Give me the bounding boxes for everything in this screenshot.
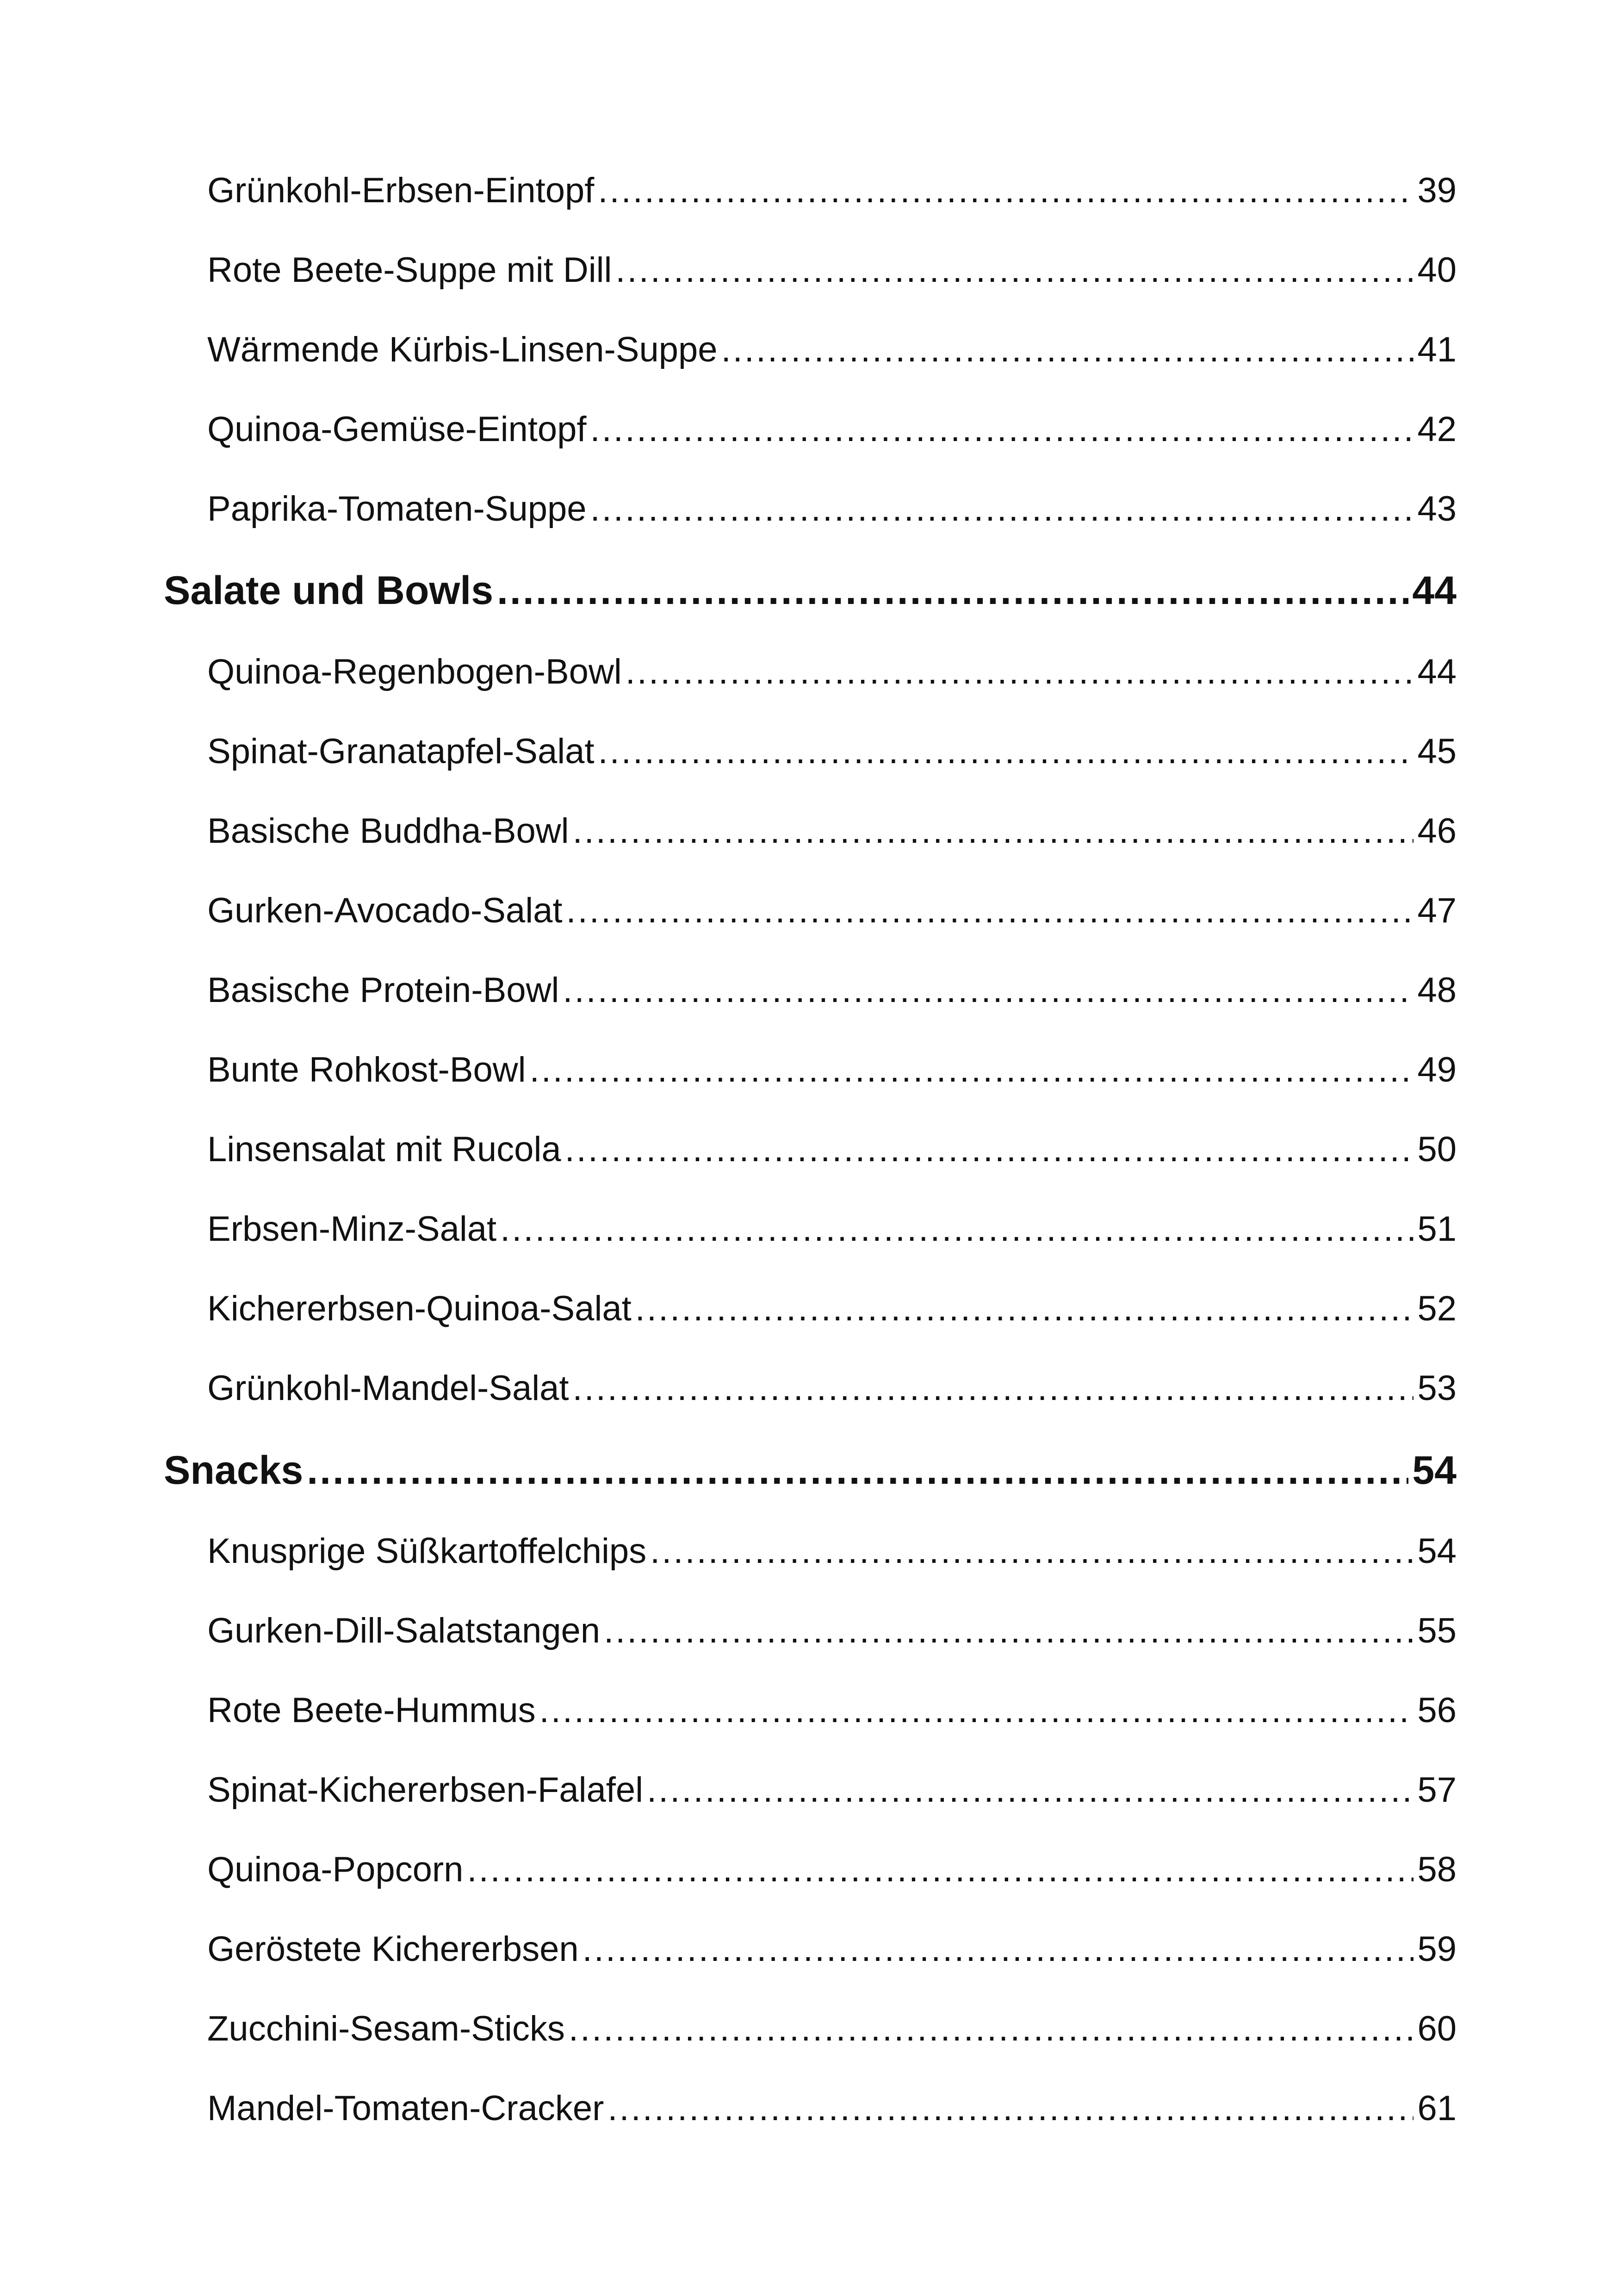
- toc-entry-title: Rote Beete-Suppe mit Dill: [207, 250, 612, 290]
- dot-leader: [598, 165, 1413, 216]
- toc-entry[interactable]: [207, 484, 1457, 535]
- dot-leader: [563, 965, 1413, 1016]
- toc-entry-page: 42: [1417, 410, 1457, 449]
- toc-entry-title: Mandel-Tomaten-Cracker: [207, 2089, 604, 2128]
- toc-entry-title: Knusprige Süßkartoffelchips: [207, 1531, 647, 1571]
- dot-leader: [573, 1363, 1414, 1414]
- dot-leader: [590, 484, 1414, 535]
- dot-leader: [604, 1605, 1413, 1656]
- toc-entry-title: Grünkohl-Erbsen-Eintopf: [207, 171, 595, 210]
- toc-entry-page: 54: [1417, 1531, 1457, 1571]
- toc-entry[interactable]: [207, 404, 1457, 455]
- toc-entry[interactable]: [207, 1765, 1457, 1816]
- toc-entry-page: 39: [1417, 171, 1457, 210]
- toc-entry-page: 55: [1417, 1611, 1457, 1650]
- toc-entry-title: Kichererbsen-Quinoa-Salat: [207, 1289, 632, 1328]
- dot-leader: [500, 1204, 1413, 1255]
- toc-section-title: Salate und Bowls: [164, 568, 494, 613]
- toc-entry-title: Wärmende Kürbis-Linsen-Suppe: [207, 330, 718, 369]
- dot-leader: [615, 245, 1413, 296]
- toc-entry-title: Linsensalat mit Rucola: [207, 1130, 561, 1169]
- toc-entry[interactable]: [207, 885, 1457, 936]
- toc-entry-title: Gurken-Dill-Salatstangen: [207, 1611, 601, 1650]
- dot-leader: [608, 2083, 1413, 2134]
- toc-entry[interactable]: [207, 1204, 1457, 1255]
- toc-entry[interactable]: [207, 647, 1457, 697]
- dot-leader: [573, 806, 1414, 857]
- toc-entry[interactable]: [207, 1685, 1457, 1736]
- toc-entry-page: 45: [1417, 732, 1457, 771]
- toc-entry-page: 51: [1417, 1209, 1457, 1249]
- toc-entry-page: 40: [1417, 250, 1457, 290]
- toc-entry-page: 56: [1417, 1691, 1457, 1730]
- toc-entry-title: Basische Protein-Bowl: [207, 971, 559, 1010]
- toc-entry[interactable]: [207, 1844, 1457, 1895]
- toc-entry[interactable]: [207, 726, 1457, 777]
- dot-leader: [590, 404, 1414, 455]
- toc-section-heading[interactable]: [164, 563, 1457, 618]
- toc-entry[interactable]: [207, 165, 1457, 216]
- toc-section-heading[interactable]: [164, 1443, 1457, 1498]
- dot-leader: [569, 2004, 1414, 2054]
- dot-leader: [635, 1283, 1414, 1334]
- toc-entry[interactable]: [207, 1363, 1457, 1414]
- toc-entry[interactable]: [207, 1605, 1457, 1656]
- dot-leader: [467, 1844, 1413, 1895]
- dot-leader: [583, 1924, 1414, 1975]
- toc-entry[interactable]: [207, 1924, 1457, 1975]
- toc-section-page: 44: [1412, 568, 1457, 613]
- toc-entry-page: 52: [1417, 1289, 1457, 1328]
- dot-leader: [650, 1526, 1413, 1577]
- toc-entry-title: Quinoa-Popcorn: [207, 1850, 464, 1889]
- toc-entry-page: 47: [1417, 891, 1457, 930]
- toc-entry[interactable]: [207, 245, 1457, 296]
- toc-entry-title: Grünkohl-Mandel-Salat: [207, 1369, 569, 1408]
- toc-entry-title: Paprika-Tomaten-Suppe: [207, 489, 587, 529]
- toc-entry-page: 49: [1417, 1050, 1457, 1089]
- dot-leader: [566, 885, 1413, 936]
- toc-entry-page: 59: [1417, 1929, 1457, 1969]
- toc-entry[interactable]: [207, 2004, 1457, 2054]
- toc-section-title: Snacks: [164, 1448, 304, 1493]
- toc-entry-title: Bunte Rohkost-Bowl: [207, 1050, 526, 1089]
- toc-entry-page: 50: [1417, 1130, 1457, 1169]
- toc-entry-title: Quinoa-Gemüse-Eintopf: [207, 410, 587, 449]
- dot-leader: [598, 726, 1413, 777]
- toc-entry-page: 61: [1417, 2089, 1457, 2128]
- toc-entry-title: Quinoa-Regenbogen-Bowl: [207, 652, 622, 691]
- toc-entry[interactable]: [207, 324, 1457, 375]
- dot-leader: [647, 1765, 1413, 1816]
- toc-entry-title: Spinat-Kichererbsen-Falafel: [207, 1770, 644, 1810]
- toc-entry[interactable]: [207, 1124, 1457, 1175]
- toc-entry[interactable]: [207, 965, 1457, 1016]
- toc-entry-page: 41: [1417, 330, 1457, 369]
- toc-entry[interactable]: [207, 1526, 1457, 1577]
- toc-entry-page: 57: [1417, 1770, 1457, 1810]
- dot-leader: [721, 324, 1414, 375]
- dot-leader: [497, 563, 1408, 618]
- toc-entry-title: Gurken-Avocado-Salat: [207, 891, 563, 930]
- toc-entry-page: 53: [1417, 1369, 1457, 1408]
- toc-entry[interactable]: [207, 806, 1457, 857]
- toc-entry-title: Zucchini-Sesam-Sticks: [207, 2009, 565, 2048]
- toc-entry-page: 46: [1417, 811, 1457, 851]
- toc-entry[interactable]: [207, 2083, 1457, 2134]
- toc-entry-page: 44: [1417, 652, 1457, 691]
- dot-leader: [539, 1685, 1414, 1736]
- toc-section-page: 54: [1412, 1448, 1457, 1493]
- toc-entry-title: Basische Buddha-Bowl: [207, 811, 569, 851]
- toc-entry-title: Erbsen-Minz-Salat: [207, 1209, 497, 1249]
- toc-entry-page: 58: [1417, 1850, 1457, 1889]
- toc-entry[interactable]: [207, 1283, 1457, 1334]
- dot-leader: [565, 1124, 1414, 1175]
- toc-entry[interactable]: [207, 1045, 1457, 1095]
- toc-entry-page: 48: [1417, 971, 1457, 1010]
- dot-leader: [307, 1443, 1408, 1498]
- dot-leader: [626, 647, 1414, 697]
- toc-entry-title: Rote Beete-Hummus: [207, 1691, 536, 1730]
- toc-entry-page: 60: [1417, 2009, 1457, 2048]
- toc-entry-page: 43: [1417, 489, 1457, 529]
- dot-leader: [530, 1045, 1414, 1095]
- toc-entry-title: Geröstete Kichererbsen: [207, 1929, 579, 1969]
- toc-entry-title: Spinat-Granatapfel-Salat: [207, 732, 595, 771]
